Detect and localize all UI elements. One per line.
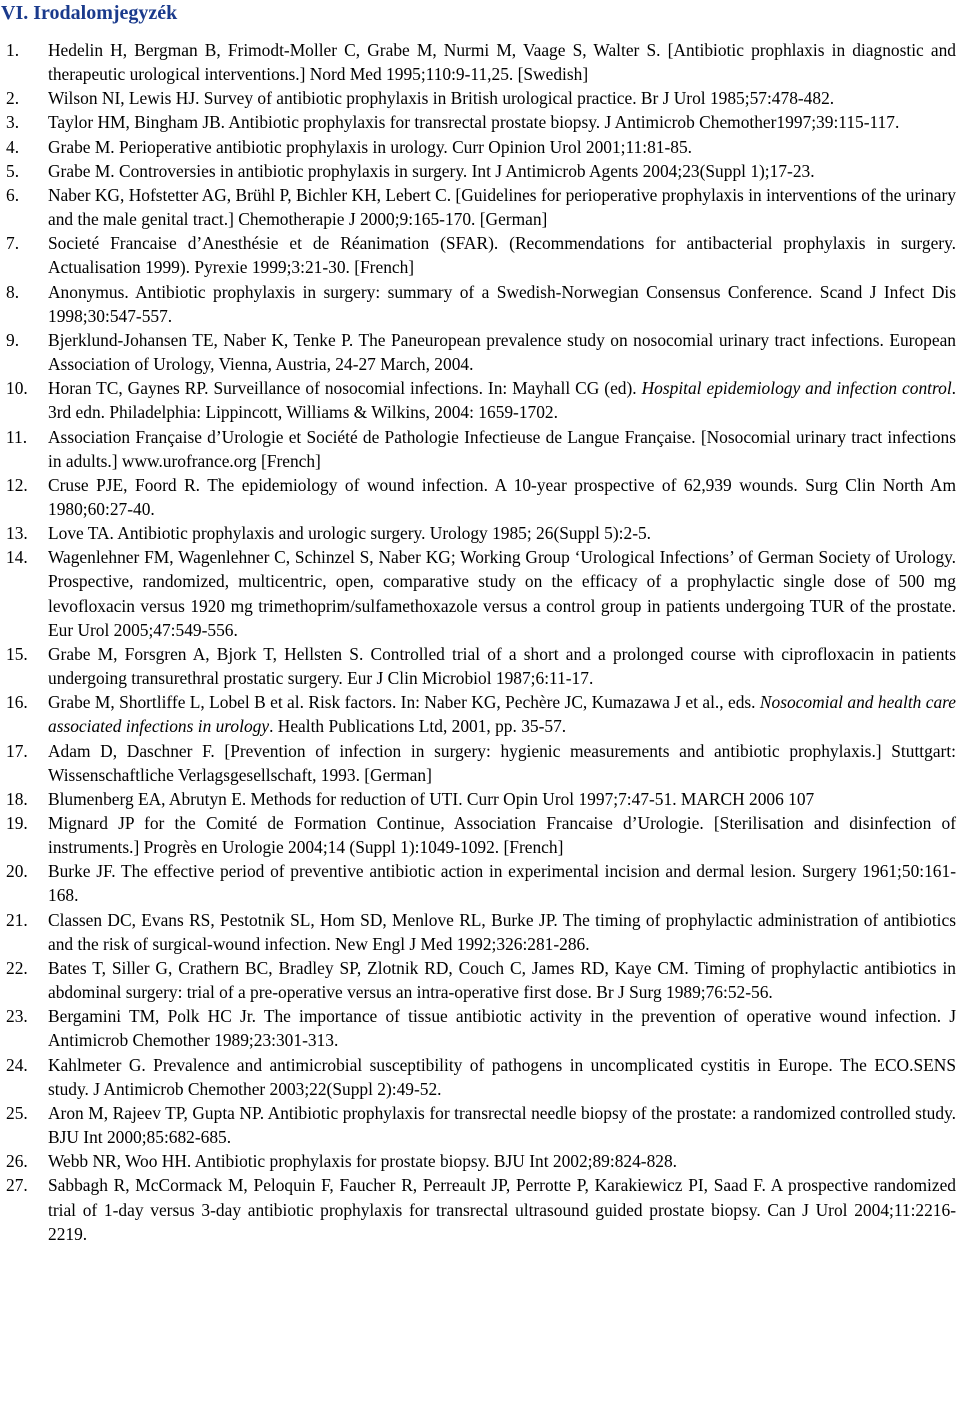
reference-text <box>48 1006 956 1050</box>
reference-item <box>0 328 956 376</box>
reference-text <box>48 861 956 905</box>
reference-segment: Wilson NI, Lewis HJ. Survey of antibiotic prophylaxis in British urological practice. Br J Urol 1985;57:478-482. <box>48 88 835 109</box>
reference-text <box>48 112 899 132</box>
reference-segment: Mignard JP for the Comité de Formation Continue, Association Francaise d’Urologie. [Sterilisation and disinfection of instruments.] Progrès en Urologie 2004;14 (Suppl 1):1049-1092. [French] <box>48 813 956 858</box>
reference-item <box>0 642 956 690</box>
reference-number: 15. <box>6 643 28 664</box>
reference-item <box>0 908 956 956</box>
reference-number: 13. <box>6 523 28 544</box>
reference-item <box>0 86 956 110</box>
reference-segment: . 3rd edn. Philadelphia: Lippincott, Williams & Wilkins, 2004: 1659-1702. <box>48 378 957 423</box>
reference-text <box>48 547 956 639</box>
reference-number: 14. <box>6 547 28 568</box>
reference-item <box>0 1004 956 1052</box>
reference-segment: Aron M, Rajeev TP, Gupta NP. Antibiotic prophylaxis for transrectal needle biopsy of the prostate: a randomized controlled study. BJU Int 2000;85:682-685. <box>48 1102 956 1148</box>
reference-item <box>0 159 956 183</box>
reference-text <box>48 161 815 181</box>
reference-segment: Taylor HM, Bingham JB. Antibiotic prophylaxis for transrectal prostate biopsy. J Antimicrob Chemother1997;39:115-117. <box>48 112 900 133</box>
reference-item <box>0 739 956 787</box>
reference-segment: Grabe M. Perioperative antibiotic prophylaxis in urology. Curr Opinion Urol 2001;11:81-85. <box>48 136 692 157</box>
reference-text <box>48 958 956 1002</box>
reference-number: 26. <box>6 1151 28 1172</box>
reference-number: 12. <box>6 474 28 495</box>
reference-number: 21. <box>6 909 28 930</box>
reference-number: 4. <box>6 136 20 157</box>
reference-number: 6. <box>6 184 20 205</box>
reference-number: 2. <box>6 88 20 109</box>
reference-title-italic: Nosocomial and health care associated infections in urology <box>48 692 956 737</box>
reference-segment: Bergamini TM, Polk HC Jr. The importance of tissue antibiotic activity in the prevention of operative wound infection. J Antimicrob Chemother 1989;23:301-313. <box>48 1006 956 1051</box>
reference-text <box>48 1103 956 1147</box>
reference-item <box>0 811 956 859</box>
reference-segment: . Health Publications Ltd, 2001, pp. 35-57. <box>269 716 567 737</box>
reference-number: 20. <box>6 861 28 882</box>
reference-text <box>48 282 956 326</box>
reference-item <box>0 1101 956 1149</box>
reference-item <box>0 231 956 279</box>
reference-item <box>0 110 956 134</box>
reference-item <box>0 521 956 545</box>
reference-segment: Webb NR, Woo HH. Antibiotic prophylaxis for prostate biopsy. BJU Int 2002;89:824-828. <box>48 1151 678 1172</box>
reference-segment: Love TA. Antibiotic prophylaxis and urologic surgery. Urology 1985; 26(Suppl 5):2-5. <box>48 523 652 544</box>
reference-number: 9. <box>6 329 20 350</box>
reference-text <box>48 185 956 229</box>
reference-text <box>48 40 956 84</box>
reference-segment: Adam D, Daschner F. [Prevention of infection in surgery: hygienic measurements and antibiotic prophylaxis.] Stuttgart: Wissenschaftliche Verlagsgesellschaft, 1993. [German] <box>48 740 956 785</box>
section-heading: VI. Irodalomjegyzék <box>1 2 178 24</box>
reference-item <box>0 1173 956 1245</box>
reference-list <box>0 38 956 1246</box>
reference-item <box>0 473 956 521</box>
reference-segment: Anonymus. Antibiotic prophylaxis in surgery: summary of a Swedish-Norwegian Consensus Conference. Scand J Infect Dis 1998;30:547-557. <box>48 281 956 326</box>
reference-number: 25. <box>6 1102 28 1123</box>
reference-text <box>48 427 956 471</box>
reference-text <box>48 1175 956 1243</box>
reference-segment: Naber KG, Hofstetter AG, Brühl P, Bichler KH, Lebert C. [Guidelines for perioperative prophylaxis in interventions of the urinary and the male genital tract.] Chemotherapie J 2000;9:165-170. [German] <box>48 184 956 230</box>
reference-text <box>48 1151 677 1171</box>
reference-number: 7. <box>6 233 20 254</box>
reference-item <box>0 183 956 231</box>
reference-text <box>48 475 956 519</box>
reference-segment: Sabbagh R, McCormack M, Peloquin F, Faucher R, Perreault JP, Perrotte P, Karakiewicz PI, Saad F. A prospective randomized trial of 1-day versus 3-day antibiotic prophylaxis for transrectal ultrasound guided prostate biopsy. Can J Urol 2004;11:2216-2219. <box>48 1175 956 1244</box>
reference-number: 11. <box>6 426 28 447</box>
reference-number: 5. <box>6 160 20 181</box>
reference-title-italic: Hospital epidemiology and infection control <box>641 378 952 399</box>
reference-item <box>0 38 956 86</box>
reference-number: 3. <box>6 112 20 133</box>
reference-item <box>0 956 956 1004</box>
reference-number: 17. <box>6 740 28 761</box>
reference-item <box>0 135 956 159</box>
reference-segment: Grabe M. Controversies in antibiotic prophylaxis in surgery. Int J Antimicrob Agents 2004;23(Suppl 1);17-23. <box>48 160 815 181</box>
reference-number: 10. <box>6 378 28 399</box>
reference-item <box>0 425 956 473</box>
reference-number: 1. <box>6 40 20 60</box>
reference-segment: Hedelin H, Bergman B, Frimodt-Moller C, Grabe M, Nurmi M, Vaage S, Walter S. [Antibiotic prophlaxis in diagnostic and therapeutic urological interventions.] Nord Med 1995;110:9-11,25. [Swedish] <box>48 40 956 85</box>
reference-number: 8. <box>6 281 20 302</box>
reference-segment: Bates T, Siller G, Crathern BC, Bradley SP, Zlotnik RD, Couch C, James RD, Kaye CM. Timing of prophylactic antibiotics in abdominal surgery: trial of a pre-operative versus an intra-operative first dose. Br J Surg 1989;76:52-56. <box>48 957 956 1003</box>
reference-text <box>48 692 956 736</box>
reference-segment: Wagenlehner FM, Wagenlehner C, Schinzel S, Naber KG; Working Group ‘Urological Infections’ of German Society of Urology. Prospective, randomized, multicentric, open, comparative study on the efficacy of a prophylactic single dose of 500 mg levofloxacin versus 1920 mg trimethoprim/sulfamethoxazole versus a control group in patients undergoing TUR of the prostate. Eur Urol 2005;47:549-556. <box>48 547 956 640</box>
reference-item <box>0 787 956 811</box>
reference-segment: Burke JF. The effective period of preventive antibiotic action in experimental incision and dermal lesion. Surgery 1961;50:161-168. <box>48 861 956 906</box>
reference-segment: Blumenberg EA, Abrutyn E. Methods for reduction of UTI. Curr Opin Urol 1997;7:47-51. MARCH 2006 107 <box>48 788 815 809</box>
reference-segment: Bjerklund-Johansen TE, Naber K, Tenke P. The Paneuropean prevalence study on nosocomial urinary tract infections. European Association of Urology, Vienna, Austria, 24-27 March, 2004. <box>48 329 956 375</box>
reference-segment: Horan TC, Gaynes RP. Surveillance of nosocomial infections. In: Mayhall CG (ed). <box>48 378 642 399</box>
reference-item <box>0 545 956 642</box>
reference-text <box>48 789 814 809</box>
reference-segment: Cruse PJE, Foord R. The epidemiology of wound infection. A 10-year prospective of 62,939 wounds. Surg Clin North Am 1980;60:27-40. <box>48 474 956 519</box>
reference-text <box>48 910 956 954</box>
reference-item <box>0 1053 956 1101</box>
reference-number: 16. <box>6 692 28 713</box>
reference-text <box>48 378 956 422</box>
reference-text <box>48 1055 956 1099</box>
reference-text <box>48 741 956 785</box>
reference-segment: Kahlmeter G. Prevalence and antimicrobial susceptibility of pathogens in uncomplicated cystitis in Europe. The ECO.SENS study. J Antimicrob Chemother 2003;22(Suppl 2):49-52. <box>48 1054 956 1099</box>
reference-number: 24. <box>6 1054 28 1075</box>
reference-number: 23. <box>6 1006 28 1027</box>
reference-number: 18. <box>6 788 28 809</box>
reference-text <box>48 330 956 374</box>
reference-item <box>0 859 956 907</box>
reference-text <box>48 137 692 157</box>
reference-segment: Association Française d’Urologie et Société de Pathologie Infectieuse de Langue Française. [Nosocomial urinary tract infections in adults.] www.urofrance.org [French] <box>48 426 956 471</box>
reference-item <box>0 280 956 328</box>
reference-text <box>48 813 956 857</box>
reference-item <box>0 376 956 424</box>
reference-segment: Grabe M, Shortliffe L, Lobel B et al. Risk factors. In: Naber KG, Pechère JC, Kumazawa J et al., eds. <box>48 692 760 713</box>
reference-text <box>48 233 956 277</box>
reference-text <box>48 523 651 543</box>
reference-number: 19. <box>6 813 28 833</box>
reference-segment: Classen DC, Evans RS, Pestotnik SL, Hom SD, Menlove RL, Burke JP. The timing of prophylactic administration of antibiotics and the risk of surgical-wound infection. New Engl J Med 1992;326:281-286. <box>48 909 956 954</box>
reference-segment: Societé Francaise d’Anesthésie et de Réanimation (SFAR). (Recommendations for antibacterial prophylaxis in surgery. Actualisation 1999). Pyrexie 1999;3:21-30. [French] <box>48 233 956 278</box>
reference-segment: Grabe M, Forsgren A, Bjork T, Hellsten S. Controlled trial of a short and a prolonged course with ciprofloxacin in patients undergoing transurethral prostatic surgery. Eur J Clin Microbiol 1987;6:11-17. <box>48 643 956 689</box>
reference-text <box>48 644 956 688</box>
reference-item <box>0 690 956 738</box>
reference-number: 22. <box>6 957 28 978</box>
reference-number: 27. <box>6 1175 28 1196</box>
reference-item <box>0 1149 956 1173</box>
reference-text <box>48 88 834 108</box>
